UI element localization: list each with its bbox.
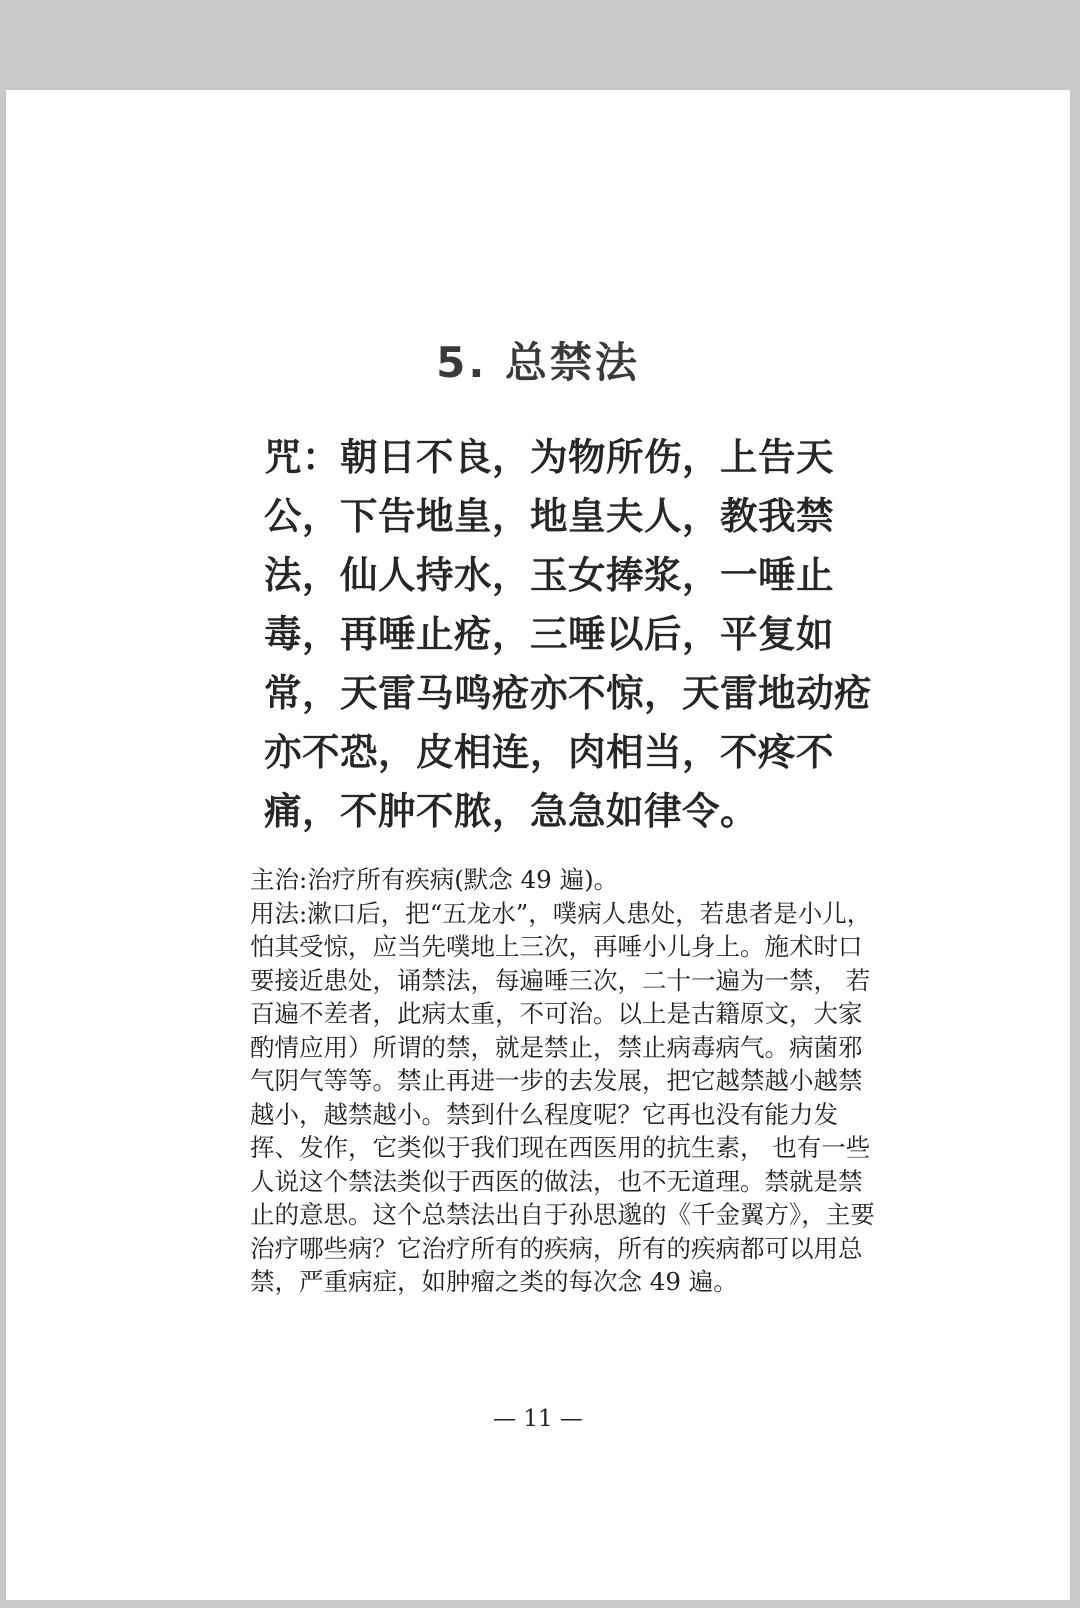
indication-text: 主治:治疗所有疾病(默念 49 遍)。 bbox=[250, 865, 619, 894]
notes-block bbox=[250, 863, 884, 1299]
usage-text: 用法:漱口后，把“五龙水”，噗病人患处，若患者是小儿，怕其受惊，应当先噗地上三次，再唾小儿身上。施术时口要接近患处，诵禁法，每遍唾三次，二十一遍为一禁， 若百遍不差者，此病太重，不可治。以上是古籍原文，大家酌情应用）所谓的禁，就是禁止，禁止病毒病气。病菌邪气阴气等等。禁止再进一步的去发展，把它越禁越小越禁 越小，越禁越小。禁到什么程度呢？它再也没有能力发挥、发作，它类似于我们现在西医用的抗生素， 也有一些人说这个禁法类似于西医的做法，也不无道理。禁就是禁止的意思。这个总禁法出自于孙思邈的《千金翼方》，主要治疗哪些病？它治疗所有的疾病，所有的疾病都可以用总禁，严重病症，如肿瘤之类的每次念 49 遍。 bbox=[250, 898, 875, 1296]
document-page bbox=[6, 90, 1070, 1600]
incantation-text: 咒：朝日不良，为物所伤，上告天公，下告地皇，地皇夫人，教我禁法，仙人持水，玉女捧浆，一唾止毒，再唾止疮，三唾以后，平复如常，天雷马鸣疮亦不惊，天雷地动疮亦不恐，皮相连，肉相当，不疼不痛，不肿不脓，急急如律令。 bbox=[264, 435, 872, 833]
section-title: 5. 总禁法 bbox=[436, 338, 640, 387]
page-number: — 11 — bbox=[493, 1406, 583, 1432]
